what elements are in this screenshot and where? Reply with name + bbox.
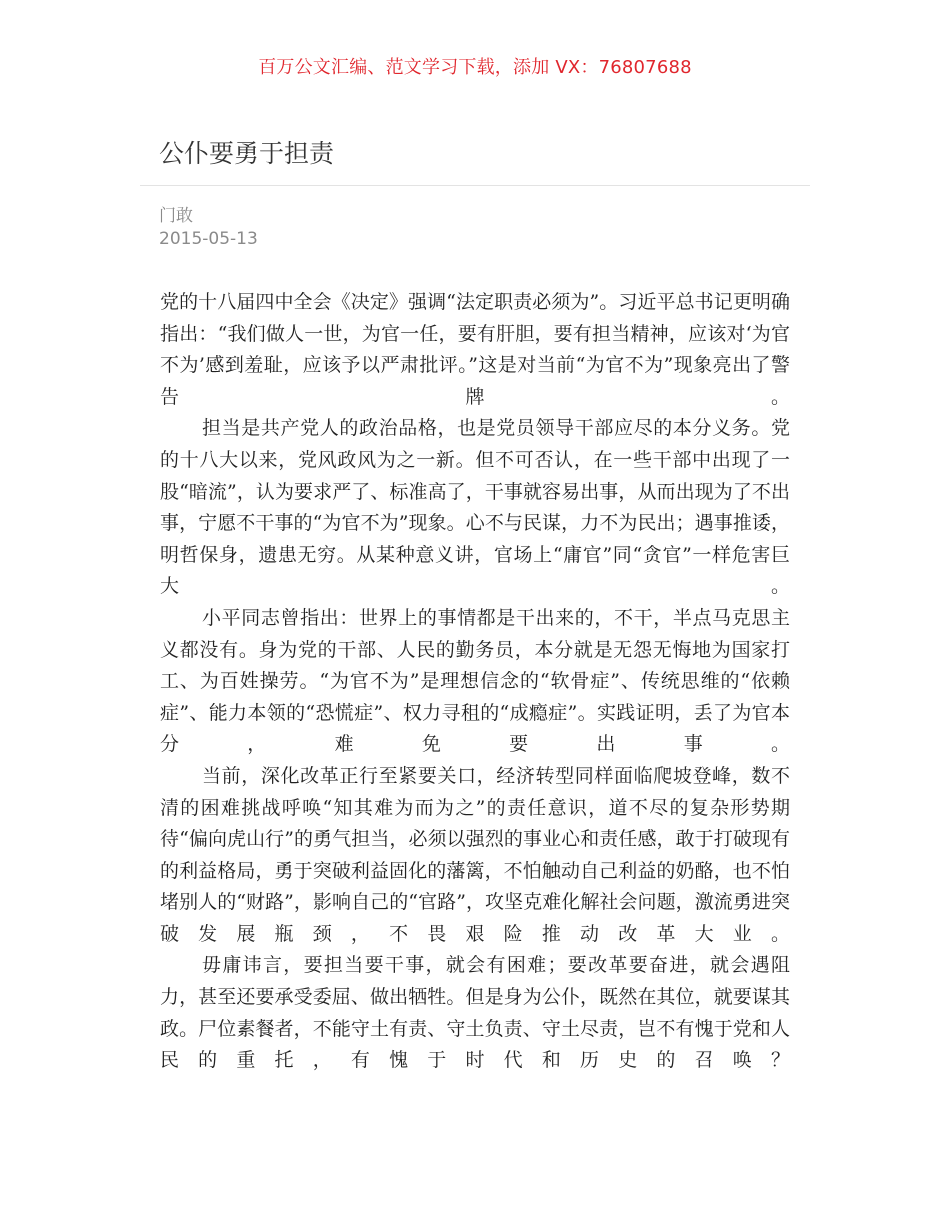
article-author: 门敢: [159, 206, 193, 226]
paragraph-2: 担当是共产党人的政治品格，也是党员领导干部应尽的本分义务。党的十八大以来，党风政风为之一新。但不可否认，在一些干部中出现了一股“暗流”，认为要求严了、标准高了，干事就容易出事，从而出现为了不出事，宁愿不干事的“为官不为”现象。心不与民谋，力不为民出；遇事推诿，明哲保身，遗患无穷。从某种意义讲，官场上“庸官”同“贪官”一样危害巨大。: [160, 417, 790, 598]
title-divider: [140, 185, 810, 186]
paragraph-3: 小平同志曾指出：世界上的事情都是干出来的，不干，半点马克思主义都没有。身为党的干部、人民的勤务员，本分就是无怨无悔地为国家打工、为百姓操劳。“为官不为”是理想信念的“软骨症”、传统思维的“依赖症”、能力本领的“恐慌症”、权力寻租的“成瘾症”。实践证明，丢了为官本分，难免要出事。: [160, 606, 790, 756]
promo-banner: 百万公文汇编、范文学习下载，添加 VX：76807688: [258, 57, 692, 78]
article-body: [160, 287, 790, 1077]
paragraph-1: 党的十八届四中全会《决定》强调“法定职责必须为”。习近平总书记更明确指出：“我们做人一世，为官一任，要有肝胆，要有担当精神，应该对‘为官不为’感到羞耻，应该予以严肃批评。”这是对当前“为官不为”现象亮出了警告牌。: [160, 291, 790, 408]
article-title: 公仆要勇于担责: [159, 139, 335, 168]
article-date: 2015-05-13: [159, 229, 258, 249]
paragraph-5: 毋庸讳言，要担当要干事，就会有困难；要改革要奋进，就会遇阻力，甚至还要承受委屈、做出牺牲。但是身为公仆，既然在其位，就要谋其政。尸位素餐者，不能守土有责、守土负责、守土尽责，岂不有愧于党和人民的重托，有愧于时代和历史的召唤？: [160, 954, 790, 1072]
paragraph-4: 当前，深化改革正行至紧要关口，经济转型同样面临爬坡登峰，数不清的困难挑战呼唤“知其难为而为之”的责任意识，道不尽的复杂形势期待“偏向虎山行”的勇气担当，必须以强烈的事业心和责任感，敢于打破现有的利益格局，勇于突破利益固化的藩篱，不怕触动自己利益的奶酪，也不怕堵别人的“财路”，影响自己的“官路”，攻坚克难化解社会问题，激流勇进突破发展瓶颈，不畏艰险推动改革大业。: [160, 764, 790, 945]
